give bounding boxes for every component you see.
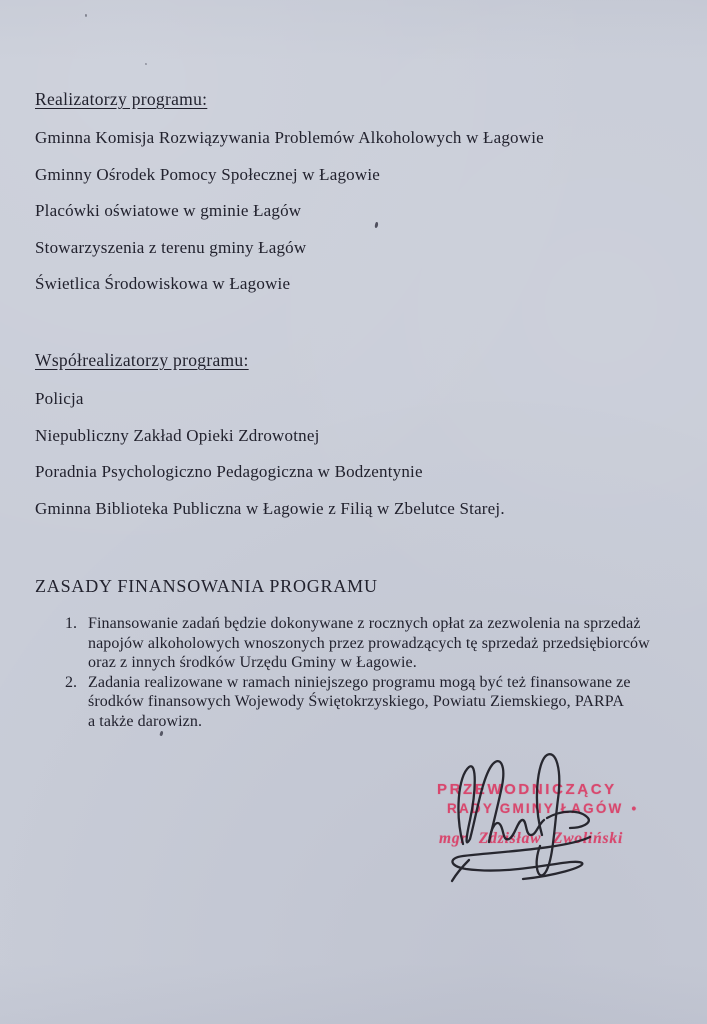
section-heading-wspolrealizatorzy: Współrealizatorzy programu: — [35, 350, 249, 370]
wspolrealizatorzy-item: Gminna Biblioteka Publiczna w Łagowie z Filią w Zbelutce Starej. — [35, 498, 505, 518]
section-realizatorzy — [35, 89, 675, 310]
official-stamp — [437, 781, 647, 848]
stamp-signer-name: mgr Zdzisław Zwoliński — [439, 830, 624, 847]
wspolrealizatorzy-item: Policja — [35, 389, 84, 408]
numbered-list — [35, 614, 685, 731]
wspolrealizatorzy-item: Poradnia Psychologiczno Pedagogiczna w Bodzentynie — [35, 462, 423, 481]
scan-speck — [85, 14, 87, 17]
text-line: środków finansowych Wojewody Świętokrzyskiego, Powiatu Ziemskiego, PARPA — [88, 693, 624, 710]
wspolrealizatorzy-item: Niepubliczny Zakład Opieki Zdrowotnej — [35, 425, 320, 445]
stamp-dot: • — [631, 801, 639, 816]
section-heading-zasady: ZASADY FINANSOWANIA PROGRAMU — [35, 576, 378, 596]
realizatorzy-item: Stowarzyszenia z terenu gminy Łagów — [35, 237, 307, 257]
list-item-1-text — [88, 614, 650, 673]
list-item-2-number: 2. — [65, 673, 77, 691]
scan-speck — [159, 731, 164, 737]
section-zasady-finansowania — [35, 576, 685, 731]
text-line: oraz z innych środków Urzędu Gminy w Łagowie. — [88, 654, 417, 671]
section-wspolrealizatorzy — [35, 350, 675, 534]
list-item-1 — [35, 614, 685, 673]
text-line: Zadania realizowane w ramach niniejszego programu mogą być też finansowane ze — [88, 673, 631, 691]
realizatorzy-item: Placówki oświatowe w gminie Łagów — [35, 201, 302, 220]
list-item-2-text — [88, 673, 631, 732]
scan-speck — [145, 63, 147, 65]
section-heading-realizatorzy: Realizatorzy programu: — [35, 89, 208, 109]
realizatorzy-item: Gminny Ośrodek Pomocy Społecznej w Łagowie — [35, 164, 381, 184]
text-line: Finansowanie zadań będzie dokonywane z rocznych opłat za zezwolenia na sprzedaż — [88, 615, 641, 632]
realizatorzy-item: Świetlica Środowiskowa w Łagowie — [35, 274, 291, 293]
text-line: napojów alkoholowych wnoszonych przez prowadzących tę sprzedaż przedsiębiorców — [88, 634, 650, 652]
realizatorzy-item: Gminna Komisja Rozwiązywania Problemów Alkoholowych w Łagowie — [35, 128, 544, 147]
list-item-2 — [35, 673, 685, 732]
stamp-org: RADY GMINY ŁAGÓW • — [447, 801, 639, 816]
stamp-title: PRZEWODNICZĄCY — [437, 781, 617, 798]
text-line: a także darowizn. — [88, 712, 203, 730]
list-item-1-number: 1. — [65, 615, 77, 632]
